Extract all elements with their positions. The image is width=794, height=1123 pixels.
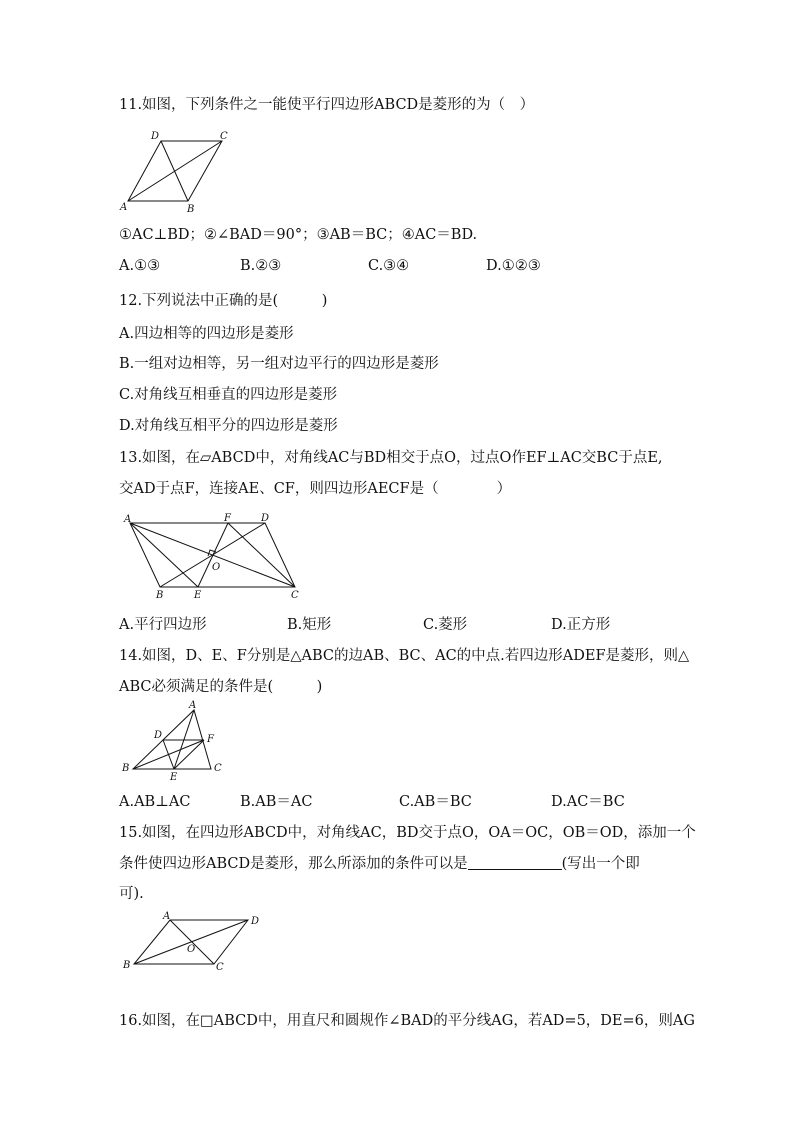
q11-figure <box>118 128 238 216</box>
q15-stem-line1: 15.如图，在四边形ABCD中，对角线AC，BD交于点O，OA＝OC，OB＝OD，添加一个 <box>119 825 696 841</box>
q11-label-b: B <box>187 204 195 215</box>
q12-option-b[interactable]: B.一组对边相等，另一组对边平行的四边形是菱形 <box>119 356 439 372</box>
q14-label-a: A <box>189 700 197 711</box>
q11-label-d: D <box>151 131 160 142</box>
q13-stem-line2: 交AD于点F，连接AE、CF，则四边形AECF是（ ） <box>119 481 512 497</box>
q11-option-a[interactable]: A.①③ <box>119 258 161 274</box>
q15-stem-line2-after-blank: (写出一个即 <box>561 856 640 872</box>
q11-option-d[interactable]: D.①②③ <box>486 258 541 274</box>
q11-conditions: ①AC⊥BD；②∠BAD＝90°；③AB＝BC；④AC＝BD. <box>119 227 478 243</box>
q13-label-f: F <box>224 513 231 524</box>
q13-label-c: C <box>291 590 299 601</box>
q13-label-b: B <box>156 590 164 601</box>
q12-option-c[interactable]: C.对角线互相垂直的四边形是菱形 <box>119 387 338 403</box>
q14-label-d: D <box>154 730 163 741</box>
q14-option-c[interactable]: C.AB＝BC <box>399 794 472 810</box>
q15-answer-blank[interactable] <box>468 855 562 870</box>
q15-stem-line2 <box>119 854 640 874</box>
q13-option-c[interactable]: C.菱形 <box>423 617 468 633</box>
q14-label-c: C <box>214 763 222 774</box>
q13-segment-ef <box>198 523 228 587</box>
q15-label-a: A <box>163 911 171 922</box>
q11-stem: 11.如图，下列条件之一能使平行四边形ABCD是菱形的为（ ） <box>119 97 535 113</box>
q14-option-a[interactable]: A.AB⊥AC <box>119 794 191 810</box>
q16-stem: 16.如图，在□ABCD中，用直尺和圆规作∠BAD的平分线AG，若AD=5，DE=6，则AG <box>119 1013 695 1029</box>
q13-stem-line1: 13.如图，在▱ABCD中，对角线AC与BD相交于点O，过点O作EF⊥AC交BC于点E, <box>119 450 663 466</box>
q15-stem-line2-before-blank: 条件使四边形ABCD是菱形，那么所添加的条件可以是 <box>119 856 468 872</box>
q14-stem-line1: 14.如图，D、E、F分别是△ABC的边AB、BC、AC的中点.若四边形ADEF是菱形，则△ <box>119 648 690 664</box>
q15-label-d: D <box>251 916 260 927</box>
q14-option-b[interactable]: B.AB＝AC <box>240 794 313 810</box>
q13-option-d[interactable]: D.正方形 <box>551 617 611 633</box>
q11-option-b[interactable]: B.②③ <box>240 258 282 274</box>
q13-label-a: A <box>124 514 132 525</box>
q15-label-c: C <box>216 962 224 972</box>
q11-label-a: A <box>120 202 128 213</box>
q13-label-o: O <box>212 562 221 573</box>
q13-segment-ae <box>130 523 198 587</box>
q14-segment-bf <box>133 740 204 769</box>
q15-stem-line3: 可). <box>119 886 144 902</box>
q12-option-d[interactable]: D.对角线互相平分的四边形是菱形 <box>119 418 338 434</box>
q13-label-e: E <box>194 590 202 601</box>
q14-label-f: F <box>207 734 214 745</box>
q11-diagonal-bd <box>161 141 188 201</box>
q12-stem: 12.下列说法中正确的是( ) <box>119 293 328 309</box>
q14-label-b: B <box>122 763 130 774</box>
q15-label-b: B <box>123 960 131 971</box>
q13-option-a[interactable]: A.平行四边形 <box>119 617 207 633</box>
q14-option-d[interactable]: D.AC＝BC <box>551 794 625 810</box>
q14-stem-line2: ABC必须满足的条件是( ) <box>119 679 323 695</box>
q13-figure <box>118 512 304 602</box>
q13-segment-cf <box>228 523 295 587</box>
q14-label-e: E <box>170 772 178 782</box>
q11-option-c[interactable]: C.③④ <box>368 258 410 274</box>
q15-figure <box>118 908 268 972</box>
q14-figure <box>118 700 228 782</box>
q15-label-o: O <box>187 944 196 955</box>
q11-label-c: C <box>220 131 228 142</box>
q13-label-d: D <box>261 513 270 524</box>
q13-option-b[interactable]: B.矩形 <box>287 617 332 633</box>
q12-option-a[interactable]: A.四边相等的四边形是菱形 <box>119 326 294 342</box>
